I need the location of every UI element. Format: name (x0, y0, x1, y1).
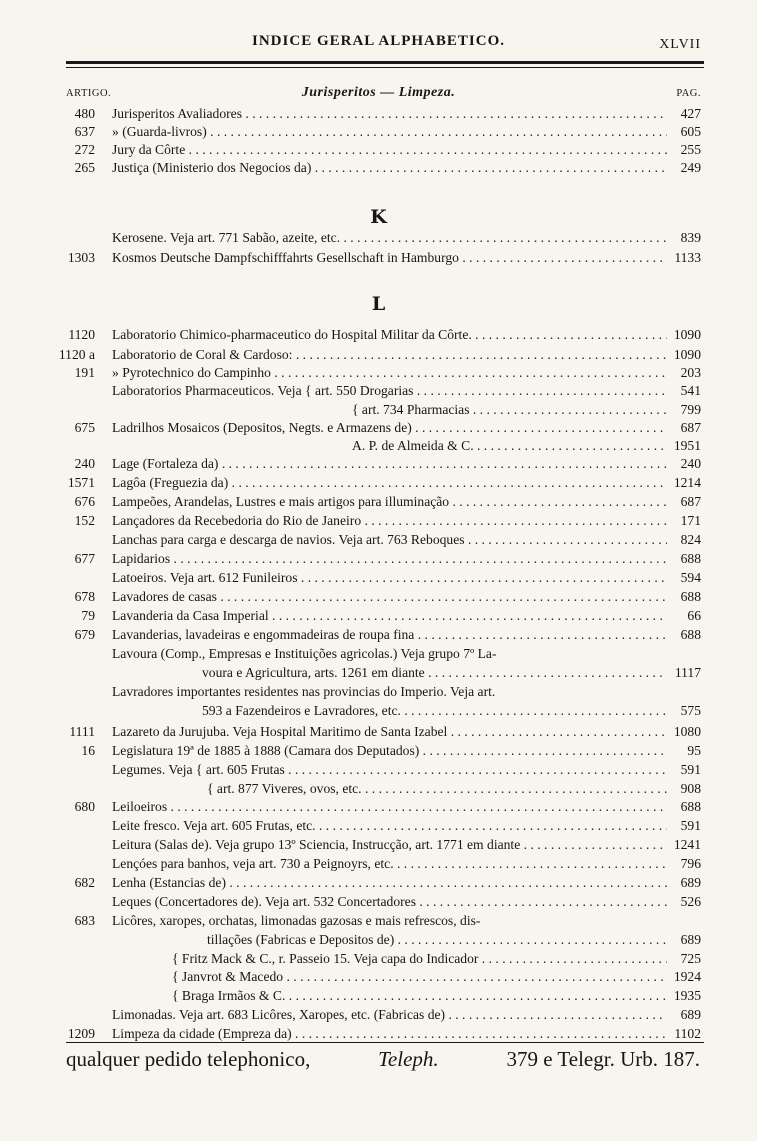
article-number: 1209 (67, 1026, 95, 1041)
index-entry-row (0, 760, 757, 780)
entry-text: Lage (Fortaleza da) . . . (112, 454, 667, 474)
article-number: 1303 (67, 250, 95, 265)
entry-text: Leques (Concertadores de). Veja art. 532 Concertadores . . . (112, 892, 667, 912)
index-entry-row (0, 741, 757, 761)
article-number: 240 (74, 456, 95, 471)
index-entry-row (0, 400, 757, 420)
article-number: 152 (74, 513, 95, 528)
index-entry-row (0, 835, 757, 855)
page-reference: 575 (680, 703, 701, 718)
article-number: 272 (74, 142, 95, 157)
index-entry-row (0, 454, 757, 474)
article-number: 265 (74, 160, 95, 175)
page-reference: 687 (680, 420, 701, 435)
entry-text: Leitura (Salas de). Veja grupo 13º Sciencia, Instrucção, art. 1771 em diante . . . (112, 835, 667, 855)
page-reference: 689 (680, 875, 701, 890)
page-reference: 594 (680, 570, 701, 585)
page-footer (66, 1045, 700, 1073)
entry-text: voura e Agricultura, arts. 1261 em diante . . . (202, 663, 667, 683)
letter-heading-k: K (370, 206, 387, 228)
entry-text: Limpeza da cidade (Empreza da) . . . (112, 1024, 667, 1044)
index-entry-row (0, 682, 757, 702)
header-rule-thin (66, 67, 704, 68)
article-number: 679 (74, 627, 95, 642)
page-reference: 725 (680, 951, 701, 966)
entry-text: Laboratorios Pharmaceuticos. Veja { art. 550 Drogarias . . . (112, 381, 667, 401)
article-number: 677 (74, 551, 95, 566)
article-number: 676 (74, 494, 95, 509)
index-entry-row (0, 122, 757, 142)
page-reference: 1241 (673, 837, 701, 852)
page-reference: 1102 (674, 1026, 701, 1041)
page-reference: 688 (680, 799, 701, 814)
index-entry-row (0, 140, 757, 160)
entry-text: Leite fresco. Veja art. 605 Frutas, etc. . . . (112, 816, 667, 836)
page-reference: 689 (680, 1007, 701, 1022)
index-entry-row (0, 587, 757, 607)
page-reference: 203 (680, 365, 701, 380)
index-entry-row (0, 930, 757, 950)
section-title: Jurisperitos — Limpeza. (301, 85, 456, 100)
column-label-pag: PAG. (676, 88, 701, 99)
entry-text: Lavanderia da Casa Imperial . . . (112, 606, 667, 626)
index-entry-row (0, 722, 757, 742)
entry-text: Lazareto da Jurujuba. Veja Hospital Maritimo de Santa Izabel . . . (112, 722, 667, 742)
page-reference: 1935 (673, 988, 701, 1003)
entry-text: » (Guarda-livros) . . . (112, 122, 667, 142)
entry-text: Justiça (Ministerio dos Negocios da) . . . (112, 158, 667, 178)
page-reference: 1951 (673, 438, 701, 453)
index-entry-row (0, 436, 757, 456)
index-entry-row (0, 701, 757, 721)
article-number: 678 (74, 589, 95, 604)
page-reference: 526 (680, 894, 701, 909)
page-reference: 1080 (673, 724, 701, 739)
index-entry-row (0, 606, 757, 626)
entry-text: Lançadores da Recebedoria do Rio de Janeiro . . . (112, 511, 667, 531)
index-entry-row (0, 779, 757, 799)
entry-text: Jurisperitos Avaliadores . . . (112, 104, 667, 124)
article-number: 680 (74, 799, 95, 814)
entry-text: » Pyrotechnico do Campinho . . . (112, 363, 667, 383)
index-entry-row (0, 325, 757, 345)
index-entry-row (0, 158, 757, 178)
index-entry-row (0, 663, 757, 683)
article-number: 191 (74, 365, 95, 380)
index-entry-row (0, 892, 757, 912)
entry-text: Leiloeiros . . . (112, 797, 667, 817)
page-reference: 1090 (673, 327, 701, 342)
footer-teleph: Teleph. (378, 1047, 439, 1071)
entry-text: Lavradores importantes residentes nas provincias do Imperio. Veja art. (112, 684, 496, 699)
page-reference: 689 (680, 932, 701, 947)
index-entry-row (0, 854, 757, 874)
page-reference: 249 (680, 160, 701, 175)
entry-text: Lavadores de casas . . . (112, 587, 667, 607)
article-number: 637 (74, 124, 95, 139)
column-label-artigo: ARTIGO. (66, 88, 112, 99)
page-reference: 687 (680, 494, 701, 509)
entry-text: Lençóes para banhos, veja art. 730 a Peignoyrs, etc. . . . (112, 854, 667, 874)
page-reference: 1133 (674, 250, 701, 265)
page-reference: 427 (680, 106, 701, 121)
index-entry-row (0, 816, 757, 836)
page-reference: 796 (680, 856, 701, 871)
page-reference: 1090 (673, 347, 701, 362)
page-reference: 591 (680, 762, 701, 777)
entry-text: { Braga Irmãos & C. . . . (172, 986, 667, 1006)
entry-text: Ladrilhos Mosaicos (Depositos, Negts. e Armazens de) . . . (112, 418, 667, 438)
index-entry-row (0, 511, 757, 531)
entry-text: Legislatura 19ª de 1885 à 1888 (Camara dos Deputados) . . . (112, 741, 667, 761)
entry-text: Lagôa (Freguezia da) . . . (112, 473, 667, 493)
index-entry-row (0, 418, 757, 438)
page-reference: 688 (680, 551, 701, 566)
page-reference: 66 (687, 608, 701, 623)
entry-text: Kerosene. Veja art. 771 Sabão, azeite, etc. . . . (112, 228, 667, 248)
page-number: XLVII (659, 37, 701, 52)
article-number: 675 (74, 420, 95, 435)
entry-text: { art. 877 Viveres, ovos, etc. . . . (207, 779, 667, 799)
page-reference: 240 (680, 456, 701, 471)
entry-text: Lampeões, Arandelas, Lustres e mais artigos para illuminação . . . (112, 492, 667, 512)
page-reference: 839 (680, 230, 701, 245)
entry-text: Licôres, xaropes, orchatas, limonadas gazosas e mais refrescos, dis- (112, 913, 481, 928)
index-entry-row (0, 797, 757, 817)
index-entry-row (0, 228, 757, 248)
article-number: 480 (74, 106, 95, 121)
index-entry-row (0, 986, 757, 1006)
page-reference: 688 (680, 627, 701, 642)
entry-text: Laboratorio Chimico-pharmaceutico do Hospital Militar da Côrte. . . . (112, 325, 667, 345)
page-reference: 255 (680, 142, 701, 157)
index-entry-row (0, 248, 757, 268)
letter-heading-l: L (371, 293, 386, 315)
page-reference: 824 (680, 532, 701, 547)
page-reference: 605 (680, 124, 701, 139)
entry-text: Lavoura (Comp., Empresas e Instituições agricolas.) Veja grupo 7º La- (112, 646, 497, 661)
entry-text: { Janvrot & Macedo . . . (172, 967, 667, 987)
article-number: 1120 a (58, 347, 95, 362)
index-entry-row (0, 492, 757, 512)
entry-text: { art. 734 Pharmacias . . . (352, 400, 667, 420)
article-number: 683 (74, 913, 95, 928)
index-entry-row (0, 625, 757, 645)
article-number: 16 (81, 743, 95, 758)
article-number: 1111 (69, 724, 95, 739)
page-header-title: INDICE GERAL ALPHABETICO. (252, 33, 505, 49)
index-entry-row (0, 644, 757, 664)
article-number: 1120 (68, 327, 95, 342)
index-entry-row (0, 873, 757, 893)
index-entry-row (0, 345, 757, 365)
page-reference: 799 (680, 402, 701, 417)
index-entry-row (0, 568, 757, 588)
index-entry-row (0, 104, 757, 124)
entry-text: Limonadas. Veja art. 683 Licôres, Xaropes, etc. (Fabricas de) . . . (112, 1005, 667, 1025)
header-rule-thick (66, 61, 704, 64)
entry-text: 593 a Fazendeiros e Lavradores, etc. . . . (202, 701, 667, 721)
entry-text: tillações (Fabricas e Depositos de) . . . (207, 930, 667, 950)
index-entry-row (0, 1024, 757, 1044)
page-reference: 908 (680, 781, 701, 796)
entry-text: Kosmos Deutsche Dampfschifffahrts Gesellschaft in Hamburgo . . . (112, 248, 667, 268)
entry-text: { Fritz Mack & C., r. Passeio 15. Veja capa do Indicador . . . (172, 949, 667, 969)
entry-text: Latoeiros. Veja art. 612 Funileiros . . . (112, 568, 667, 588)
index-entry-row (0, 1005, 757, 1025)
index-entry-row (0, 381, 757, 401)
footer-text-start: qualquer pedido telephonico, (66, 1047, 311, 1071)
page-reference: 1214 (673, 475, 701, 490)
page-reference: 541 (680, 383, 701, 398)
index-entry-row (0, 949, 757, 969)
index-entry-row (0, 911, 757, 931)
page-reference: 1117 (674, 665, 701, 680)
footer-text-end: 379 e Telegr. Urb. 187. (506, 1047, 700, 1071)
entry-text: Lavanderias, lavadeiras e engommadeiras de roupa fina . . . (112, 625, 667, 645)
page-reference: 591 (680, 818, 701, 833)
index-entry-row (0, 530, 757, 550)
page-reference: 1924 (673, 969, 701, 984)
page-reference: 688 (680, 589, 701, 604)
entry-text: Laboratorio de Coral & Cardoso: . . . (112, 345, 667, 365)
entry-text: Legumes. Veja { art. 605 Frutas . . . (112, 760, 667, 780)
index-entry-row (0, 363, 757, 383)
entry-text: Lanchas para carga e descarga de navios. Veja art. 763 Reboques . . . (112, 530, 667, 550)
index-entry-row (0, 967, 757, 987)
entry-text: Jury da Côrte . . . (112, 140, 667, 160)
index-entry-row (0, 473, 757, 493)
entry-text: Lapidarios . . . (112, 549, 667, 569)
entry-text: Lenha (Estancias de) . . . (112, 873, 667, 893)
article-number: 1571 (67, 475, 95, 490)
entry-text: A. P. de Almeida & C. . . . (352, 436, 667, 456)
page-reference: 95 (687, 743, 701, 758)
footer-rule (66, 1042, 704, 1043)
article-number: 79 (81, 608, 95, 623)
index-entry-row (0, 549, 757, 569)
article-number: 682 (74, 875, 95, 890)
page-reference: 171 (680, 513, 701, 528)
